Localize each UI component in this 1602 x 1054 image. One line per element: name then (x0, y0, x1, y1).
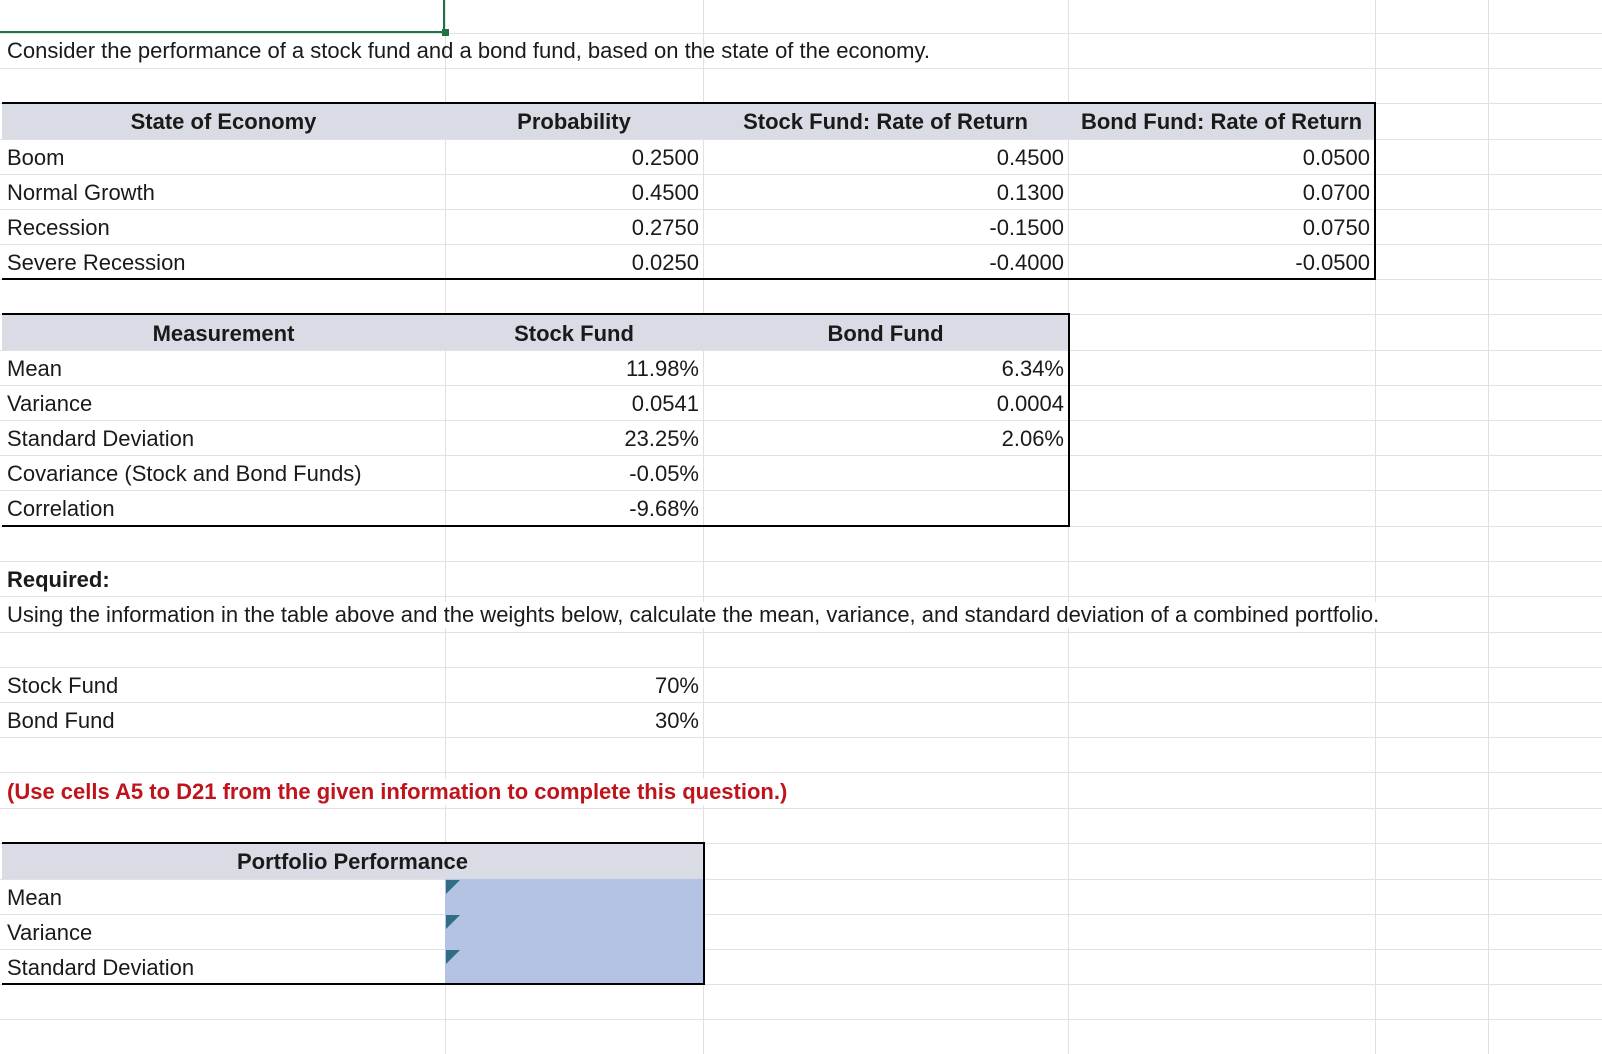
portfolio-variance-label[interactable]: Variance (7, 920, 93, 945)
row-boom-probability[interactable]: 0.2500 (631, 145, 699, 170)
header-stock-return: Stock Fund: Rate of Return (743, 109, 1028, 134)
measure-stdev-bond[interactable]: 2.06% (1001, 426, 1064, 451)
row-severe-bond[interactable]: -0.0500 (1295, 250, 1370, 275)
measure-variance-label[interactable]: Variance (7, 391, 93, 416)
row-normal-bond[interactable]: 0.0700 (1302, 180, 1370, 205)
intro-text: Consider the performance of a stock fund and a bond fund, based on the state of the economy. (7, 38, 930, 63)
comment-indicator-icon[interactable] (446, 950, 460, 964)
header-probability: Probability (517, 109, 631, 134)
header-bond-fund: Bond Fund (827, 321, 944, 346)
portfolio-mean-label[interactable]: Mean (7, 885, 63, 910)
measure-covariance-label[interactable]: Covariance (Stock and Bond Funds) (7, 461, 362, 486)
portfolio-stdev-input[interactable] (445, 950, 703, 984)
measure-stdev-label[interactable]: Standard Deviation (7, 426, 195, 451)
measure-variance-bond[interactable]: 0.0004 (996, 391, 1064, 416)
row-severe-probability[interactable]: 0.0250 (631, 250, 699, 275)
weight-stock-value[interactable]: 70% (654, 673, 699, 698)
measure-mean-bond[interactable]: 6.34% (1001, 356, 1064, 381)
row-recession-state[interactable]: Recession (7, 215, 110, 240)
row-boom-bond[interactable]: 0.0500 (1302, 145, 1370, 170)
measure-mean-label[interactable]: Mean (7, 356, 63, 381)
row-severe-state[interactable]: Severe Recession (7, 250, 186, 275)
weight-bond-value[interactable]: 30% (654, 708, 699, 733)
measure-correlation-label[interactable]: Correlation (7, 496, 115, 521)
portfolio-variance-input[interactable] (445, 915, 703, 949)
comment-indicator-icon[interactable] (446, 880, 460, 894)
row-boom-state[interactable]: Boom (7, 145, 65, 170)
instruction-note: (Use cells A5 to D21 from the given information to complete this question.) (7, 779, 791, 805)
measure-correlation-stock[interactable]: -9.68% (629, 496, 699, 521)
required-title: Required: (7, 567, 114, 593)
weight-bond-label[interactable]: Bond Fund (7, 708, 115, 733)
measure-covariance-stock[interactable]: -0.05% (629, 461, 699, 486)
row-severe-stock[interactable]: -0.4000 (989, 250, 1064, 275)
fill-handle[interactable] (442, 29, 449, 36)
active-cell-selection[interactable] (0, 0, 445, 33)
measure-mean-stock[interactable]: 11.98% (626, 356, 699, 381)
row-boom-stock[interactable]: 0.4500 (996, 145, 1064, 170)
header-measurement: Measurement (152, 321, 295, 346)
row-recession-probability[interactable]: 0.2750 (631, 215, 699, 240)
header-bond-return: Bond Fund: Rate of Return (1080, 109, 1363, 134)
row-recession-bond[interactable]: 0.0750 (1302, 215, 1370, 240)
comment-indicator-icon[interactable] (446, 915, 460, 929)
header-state-of-economy: State of Economy (130, 109, 317, 134)
row-normal-stock[interactable]: 0.1300 (996, 180, 1064, 205)
header-stock-fund: Stock Fund (514, 321, 634, 346)
measure-variance-stock[interactable]: 0.0541 (631, 391, 699, 416)
row-recession-stock[interactable]: -0.1500 (989, 215, 1064, 240)
portfolio-stdev-label[interactable]: Standard Deviation (7, 955, 195, 980)
required-text: Using the information in the table above and the weights below, calculate the mean, variance, and standard deviation of a combined portfolio. (7, 602, 1383, 628)
header-portfolio-performance: Portfolio Performance (236, 849, 469, 874)
portfolio-mean-input[interactable] (445, 880, 703, 914)
measure-stdev-stock[interactable]: 23.25% (624, 426, 699, 451)
row-normal-state[interactable]: Normal Growth (7, 180, 155, 205)
row-normal-probability[interactable]: 0.4500 (631, 180, 699, 205)
weight-stock-label[interactable]: Stock Fund (7, 673, 119, 698)
